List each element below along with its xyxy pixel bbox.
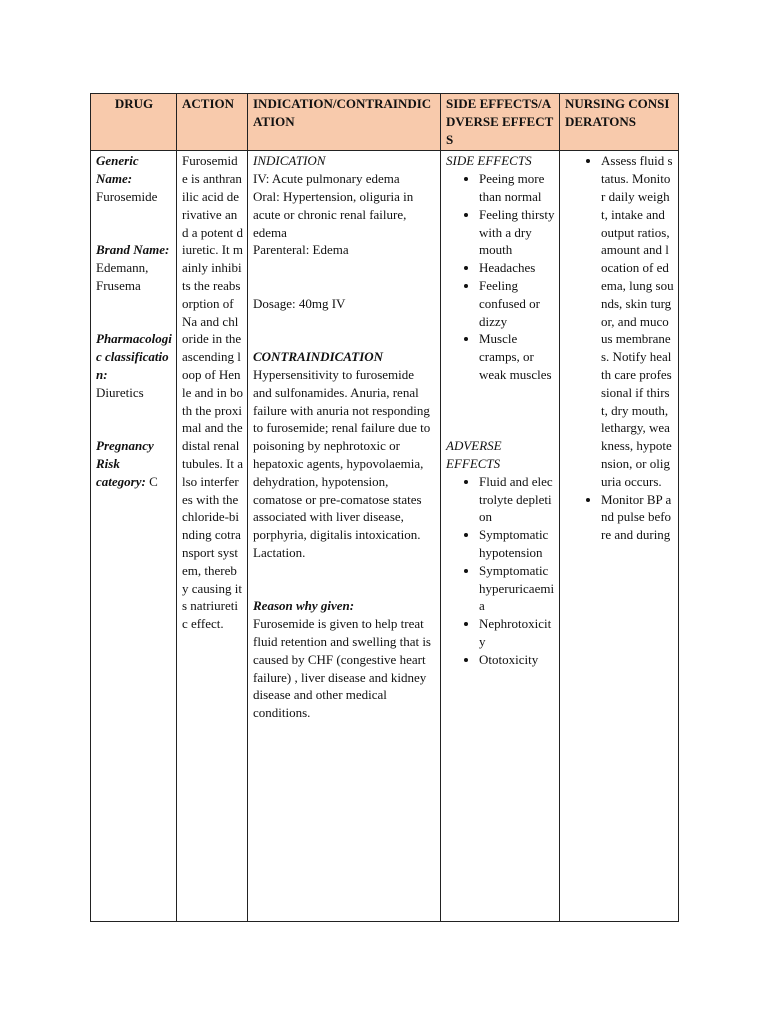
drug-cell [91,151,177,922]
header-row [91,94,679,151]
generic-name-value: Furosemide [96,188,158,204]
action-text: Furosemide is anthranilic acid derivative and a potent diuretic. It mainly inhibits the reabsorption of Na and chloride in the ascending loop of Henle and in both the proximal and the distal renal tubules. It also interferes with the chloride-binding cotransport system, thereby causing its natriuretic effect. [182,153,244,632]
pregnancy-category-label: Pregnancy Risk category: [96,438,154,489]
side-effects-list [446,170,555,384]
contraindication-text: Hypersensitivity to furosemide and sulfonamides. Anuria, renal failure with anuria not responding to furosemide; renal failure due to poisoning by nephrotoxic or hepatoxic agents, hypovolaemia, dehydration, hypotension, comatose or pre-comatose states associated with liver disease, porphyria, digitalis intoxication. Lactation. [253,366,431,560]
list-item: • Muscle cramps, or weak muscles [479,330,555,383]
pharmacologic-class-value: Diuretics [96,384,144,400]
side-effects-cell [441,151,560,922]
list-item: • Fluid and electrolyte depletion [479,473,555,526]
list-item: • Nephrotoxicity [479,615,555,651]
list-item: • Ototoxicity [479,651,555,669]
action-cell [177,151,248,922]
header-nursing: NURSING CONSIDERATONS [560,94,679,151]
list-item: • Feeling confused or dizzy [479,277,555,330]
list-item: • Symptomatic hyperuricaemia [479,562,555,615]
header-action: ACTION [177,94,248,151]
drug-study-table [90,93,679,922]
indication-iv: IV: Acute pulmonary edema [253,171,400,187]
header-indication: INDICATION/CONTRAINDICATION [248,94,441,151]
pregnancy-category-value: C [145,473,158,489]
body-row [91,151,679,922]
contraindication-title: CONTRAINDICATION [253,349,384,365]
list-item: • Monitor BP and pulse before and during [601,491,674,544]
list-item: • Peeing more than normal [479,170,555,206]
header-drug: DRUG [91,94,177,151]
adverse-effects-list [446,473,555,669]
generic-name-label: Generic Name: [96,153,139,187]
indication-title: INDICATION [253,153,326,169]
dosage-text: Dosage: 40mg IV [253,295,346,311]
list-item: • Symptomatic hypotension [479,526,555,562]
reason-title: Reason why given: [253,598,355,614]
list-item: • Assess fluid status. Monitor daily weight, intake and output ratios, amount and location of edema, lung sounds, skin turgor, and mucous membranes. Notify health care professional if thirst, dry mouth, lethargy, weakness, hypotension, or oliguria occurs. [601,152,674,490]
indication-oral: Oral: Hypertension, oliguria in acute or chronic renal failure, edema [253,188,414,240]
nursing-cell [560,151,679,922]
brand-name-label: Brand Name: [96,242,170,258]
pharmacologic-class-label: Pharmacologic classification: [96,331,172,382]
indication-cell [248,151,441,922]
list-item: • Feeling thirsty with a dry mouth [479,206,555,259]
header-side-effects: SIDE EFFECTS/ADVERSE EFFECTS [441,94,560,151]
indication-parenteral: Parenteral: Edema [253,242,349,258]
nursing-list [565,152,674,544]
adverse-effects-title: ADVERSE EFFECTS [446,438,502,471]
list-item: • Headaches [479,259,555,277]
brand-name-value: Edemann, Frusema [96,260,149,293]
reason-text: Furosemide is given to help treat fluid retention and swelling that is caused by CHF (congestive heart failure) , liver disease and kidney disease and other medical conditions. [253,616,431,721]
side-effects-title: SIDE EFFECTS [446,153,532,169]
